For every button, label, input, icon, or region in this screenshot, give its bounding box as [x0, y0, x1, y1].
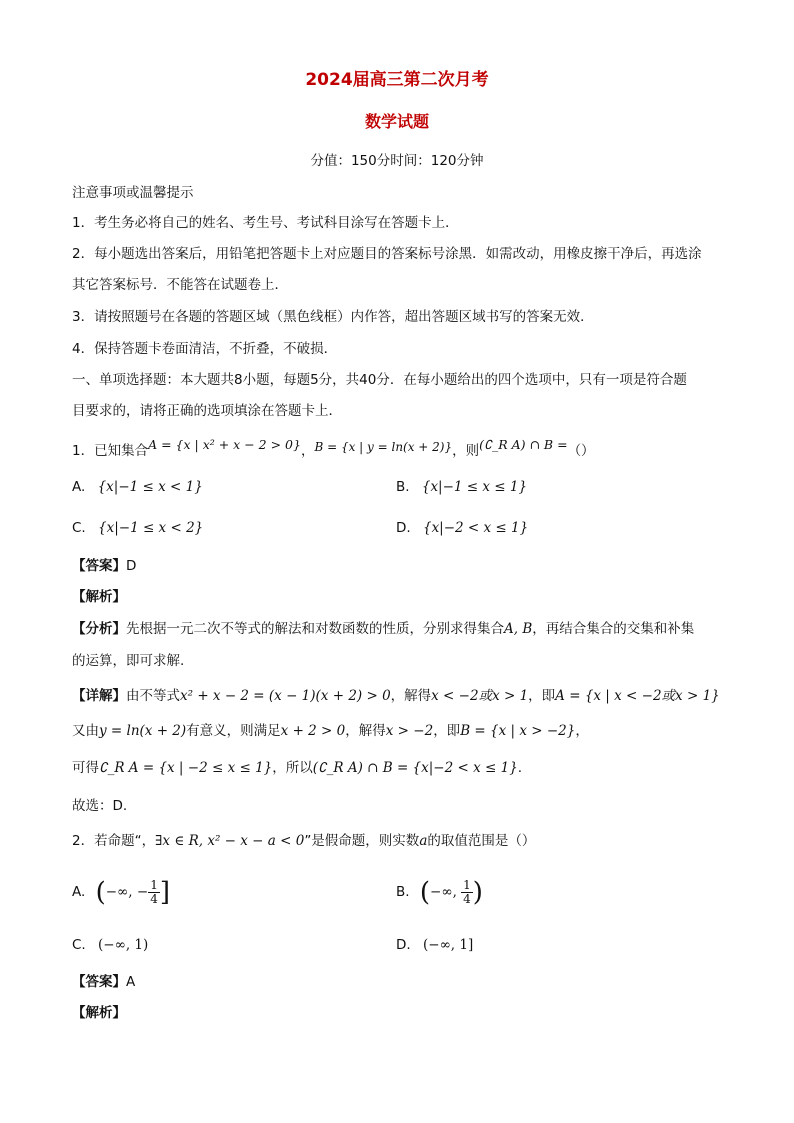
- text: ，解得: [390, 688, 432, 704]
- option-a: [72, 478, 203, 496]
- notice-item: 4．保持答题卡卷面清洁，不折叠，不破损．: [72, 341, 338, 357]
- notice-item: 1．考生务必将自己的姓名、考生号、考试科目涂写在答题卡上．: [72, 215, 459, 231]
- section-heading: 一、单项选择题：本大题共8小题，每题5分，共40分．在每小题给出的四个选项中，只有一项是符合题: [72, 372, 687, 388]
- text: ，所以: [272, 760, 313, 776]
- option-text: {x|−1 ≤ x < 2}: [98, 520, 204, 536]
- option-label: D.: [396, 520, 411, 536]
- final-result: (∁_R A) ∩ B = {x|−2 < x ≤ 1}: [312, 760, 518, 776]
- option-a-value: (−∞, − $\frac{1}{4}$ ]: [95, 877, 170, 908]
- option-label: B.: [396, 884, 410, 900]
- fenxi-line-cont: 的运算，即可求解.: [72, 653, 185, 669]
- set-b-definition: B = {x | y = ln(x + 2)}: [314, 440, 453, 454]
- text: ，再结合集合的交集和补集: [532, 621, 695, 637]
- text: 的取值范围是（）: [427, 833, 536, 849]
- xiangjie-line-2: [72, 722, 589, 740]
- score-time-info: 分值：150分时间：120分钟: [310, 153, 484, 169]
- proposition: ∃x ∈ R, x² − x − a < 0: [155, 833, 305, 849]
- text: ，: [575, 723, 589, 739]
- notice-item: 3．请按照题号在各题的答题区域（黑色线框）内作答，超出答题区域书写的答案无效．: [72, 309, 594, 325]
- option-b: [396, 478, 527, 496]
- xiangjie-tag: 【详解】: [72, 688, 126, 704]
- fenxi-tag: 【分析】: [72, 621, 126, 637]
- text: 可得: [72, 760, 99, 776]
- document-subtitle: 数学试题: [364, 112, 429, 131]
- fenxi-line: [72, 620, 694, 638]
- text: 先根据一元二次不等式的解法和对数函数的性质，分别求得集合: [126, 621, 504, 637]
- option-c: [72, 519, 203, 537]
- option-text: (−∞, 1]: [422, 937, 474, 953]
- answer-paren: （）: [567, 443, 595, 459]
- set-a-result: A = {x | x < −2或x > 1}: [555, 688, 720, 704]
- text: ”是假命题，则实数: [304, 833, 420, 849]
- option-label: B.: [396, 479, 410, 495]
- option-text: {x|−2 < x ≤ 1}: [422, 520, 529, 536]
- option-text: {x|−1 ≤ x < 1}: [97, 479, 203, 495]
- variable: a: [419, 833, 428, 849]
- option-label: A.: [72, 479, 86, 495]
- text: ，即: [528, 688, 556, 704]
- solution: x < −2或x > 1: [431, 688, 529, 704]
- xiangjie-line-1: [72, 687, 720, 705]
- answer-value: A: [126, 974, 136, 990]
- answer-tag: 【答案】: [72, 558, 126, 574]
- q2-option-b: [396, 870, 483, 914]
- text: 由不等式: [126, 688, 180, 704]
- text: 有意义，则满足: [186, 723, 281, 739]
- frac-numerator: 1: [463, 878, 471, 892]
- option-label: A.: [72, 884, 86, 900]
- q2-option-c: [72, 936, 148, 954]
- xiangjie-line-3: [72, 759, 522, 777]
- text: ，即: [433, 723, 461, 739]
- option-label: C.: [72, 520, 86, 536]
- q2-option-d: [396, 936, 473, 954]
- set-a-definition: A = {x | x² + x − 2 > 0}: [148, 437, 301, 452]
- complement-a: ∁_R A = {x | −2 ≤ x ≤ 1}: [99, 760, 273, 776]
- answer-tag: 【答案】: [72, 974, 126, 990]
- q2-option-a: [72, 870, 170, 914]
- choose-line: 故选：D.: [72, 798, 128, 814]
- complement-intersection-expr: (∁_R A) ∩ B =: [479, 437, 568, 452]
- analysis-tag: 【解析】: [72, 589, 126, 605]
- text: .: [517, 760, 523, 776]
- option-text: {x|−1 ≤ x ≤ 1}: [421, 479, 528, 495]
- set-names: A, B: [504, 621, 533, 637]
- q2-analysis-tag: 【解析】: [72, 1005, 126, 1021]
- option-label: D.: [396, 937, 411, 953]
- solution: x > −2: [385, 723, 434, 739]
- text: 又由: [72, 723, 99, 739]
- question-1-prefix: 1．已知集合: [72, 443, 149, 459]
- frac-denominator: 4: [463, 892, 471, 906]
- option-text: (−∞, 1): [98, 937, 149, 953]
- set-b-result: B = {x | x > −2}: [460, 723, 576, 739]
- condition: x + 2 > 0: [280, 723, 346, 739]
- option-b-value: (−∞, $\frac{1}{4}$ ): [419, 877, 483, 908]
- question-1-stem: [72, 437, 595, 460]
- frac-numerator: 1: [150, 878, 158, 892]
- option-d: [396, 519, 528, 537]
- section-heading-cont: 目要求的，请将正确的选项填涂在答题卡上．: [72, 403, 342, 419]
- separator: ，: [300, 443, 315, 459]
- answer-line: [72, 557, 136, 575]
- notice-heading: 注意事项或温馨提示: [72, 185, 194, 201]
- function: y = ln(x + 2): [99, 723, 187, 739]
- notice-item: 2．每小题选出答案后，用铅笔把答题卡上对应题目的答案标号涂黑．如需改动，用橡皮擦干净后，再选涂: [72, 246, 702, 262]
- document-title: 2024届高三第二次月考: [305, 70, 489, 90]
- frac-denominator: 4: [150, 892, 158, 906]
- answer-value: D: [126, 558, 137, 574]
- question-2-stem: [72, 832, 535, 850]
- text: ，解得: [345, 723, 386, 739]
- inequality: x² + x − 2 = (x − 1)(x + 2) > 0: [180, 688, 391, 704]
- notice-item: 其它答案标号．不能答在试题卷上．: [72, 277, 288, 293]
- q2-answer-line: [72, 973, 135, 991]
- then-text: ，则: [452, 443, 480, 459]
- option-label: C.: [72, 937, 86, 953]
- question-2-prefix: 2．若命题“，: [72, 833, 156, 849]
